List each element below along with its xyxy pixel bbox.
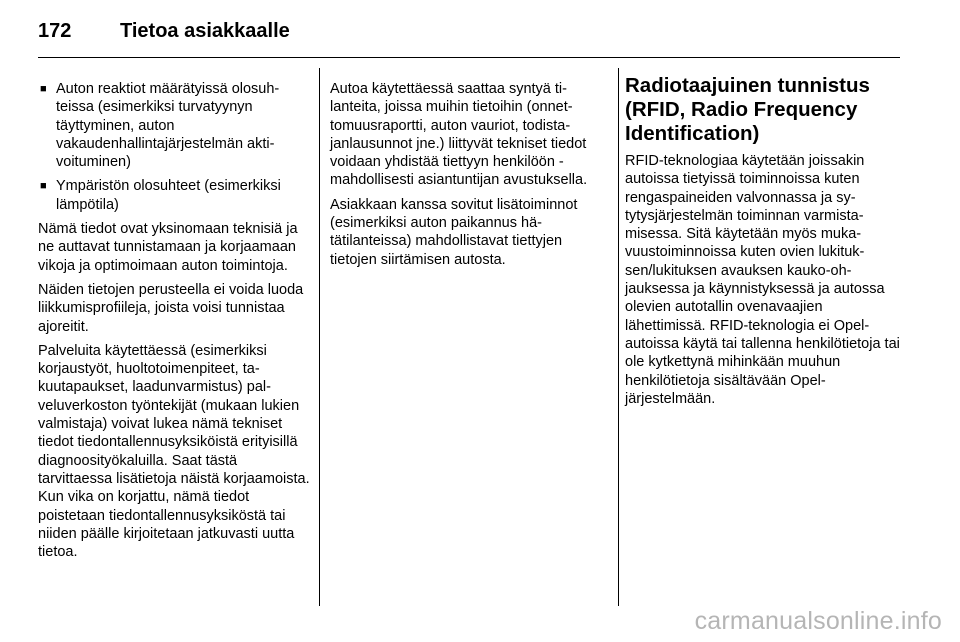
header-rule bbox=[38, 57, 900, 58]
section-heading: Radiotaajuinen tunnistus (RFID, Radio Frequency Identification) bbox=[625, 74, 870, 145]
bullet-text: Ympäristön olosuhteet (esimerkiksi lämpötila) bbox=[56, 178, 281, 213]
column-divider-1 bbox=[319, 68, 320, 606]
bullet-item bbox=[38, 80, 310, 171]
bullet-square-icon: ■ bbox=[40, 83, 47, 95]
column-1 bbox=[38, 80, 310, 567]
paragraph: Näiden tietojen perusteella ei voida luoda liikkumisprofiileja, joista voisi tunnistaa ajoreitit. bbox=[38, 281, 304, 335]
bullet-square-icon: ■ bbox=[40, 180, 47, 193]
bullet-text: Auton reaktiot määrätyissä olosuhteissa (esimerkiksi turvatyynyn täyttyminen, auton vakaudenhallintajärjestelmän aktivoituminen) bbox=[56, 81, 280, 171]
paragraph: Palveluita käytettäessä (esimerkiksi korjaustyöt, huoltotoimenpiteet, takuutapaukset, laadunvarmistus) palveluverkoston työntekijät (mukaan lukien valmistaja) voivat lukea nämä tekniset tiedot tiedontallennusyksiköistä erityisillä diagnoosityökaluilla. Saat tästä tarvittaessa lisätietoja näistä korjaamoista. Kun vika on korjattu, nämä tiedot poistetaan tiedontallennusyksiköstä tai niiden päälle kirjoitetaan jatkuvasti uutta tietoa. bbox=[38, 342, 310, 561]
page-title: Tietoa asiakkaalle bbox=[120, 20, 290, 42]
bullet-item bbox=[38, 177, 310, 214]
paragraph: RFID-teknologiaa käytetään joissakin autoissa tietyissä toiminnoissa kuten rengaspaineiden valvonnassa ja sytytysjärjestelmän toiminnan varmistamisessa. Sitä käytetään myös mukavuustoiminnoissa kuten ovien lukituksen/lukituksen avauksen kauko-ohjauksessa ja käynnistyksessä ja autossa olevien autotallin ovenavaajien lähettimissä. RFID-teknologia ei Opel-autoissa käytä tai tallenna henkilötietoja tai ole kytkettynä mihinkään muuhun henkilötietoja sisältävään Opel-järjestelmään. bbox=[625, 153, 900, 407]
paragraph: Asiakkaan kanssa sovitut lisätoiminnot (esimerkiksi auton paikannus hätätilanteissa) mahdollistavat tiettyjen tietojen siirtämisen autosta. bbox=[330, 196, 578, 268]
watermark: carmanualsonline.info bbox=[694, 607, 942, 635]
page-header bbox=[38, 20, 918, 50]
column-divider-2 bbox=[618, 68, 619, 606]
column-3 bbox=[625, 74, 907, 414]
paragraph: Nämä tiedot ovat yksinomaan teknisiä ja ne auttavat tunnistamaan ja korjaamaan vikoja ja optimoimaan auton toimintoja. bbox=[38, 221, 298, 274]
column-2 bbox=[330, 80, 605, 275]
paragraph: Autoa käytettäessä saattaa syntyä tilanteita, joissa muihin tietoihin (onnettomuusraportti, auton vauriot, todistajanlausunnot jne.) liittyvät tekniset tiedot voidaan yhdistää tiettyyn henkilöön - mahdollisesti asiantuntijan avustuksella. bbox=[330, 81, 588, 189]
page-number: 172 bbox=[38, 20, 72, 42]
